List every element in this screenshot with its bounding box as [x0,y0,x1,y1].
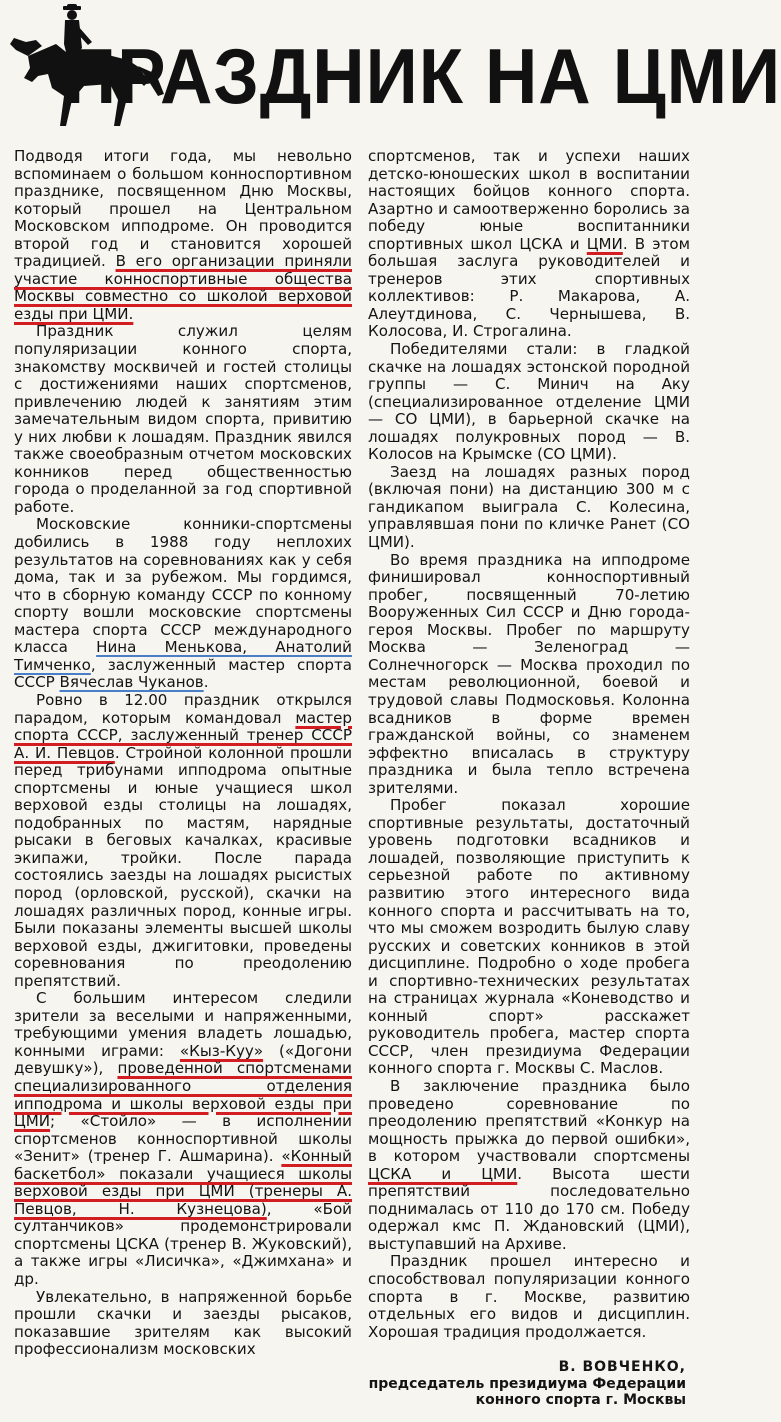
article-paragraph [368,148,690,341]
article-paragraph: Праздник прошел интересно и способствовал популяризации конного спорта в г. Москве, развитию отдельных его видов и дисциплин. Хорошая традиция продолжается. [368,1252,690,1341]
highlighted-text: ЦСКА и ЦМИ [368,1164,518,1183]
text-run: Подводя итоги года, мы невольно вспоминаем о большом конноспортивном празднике, посвященном Дню Москвы, который прошел на Центральном Московском ипподроме. Он проводится второй год и становится хорошей традицией. [14,147,352,271]
text-run: . В этом большая заслуга руководителей и тренеров этих спортивных коллективов: Р. Макарова, А. Алеутдинова, С. Чернышева, В. Колосова, И. Строгалина. [368,234,691,341]
article-signature [369,1359,686,1409]
highlighted-text: Нина Менькова, Анатолий Тимченко [14,638,352,674]
highlighted-text: ЦМИ [586,234,623,253]
highlighted-text: «Конный баскетбол» показали учащиеся школы верховой езды при ЦМИ (тренеры А. Певцов, Н. Кузнецова) [14,1147,352,1218]
article-paragraph: Пробег показал хорошие спортивные результаты, достаточный уровень подготовки всадников и лошадей, позволяющие приступить к серьезной работе по активному развитию этого интересного вида конного спорта и рассчитывать на то, что мы сможем возродить былую славу русских и советских конников в этой дисциплине. Подробно о ходе пробега и спортивно-технических результатах на страницах журнала «Коневодство и конный спорт» расскажет руководитель пробега, мастер спорта СССР, член президиума Федерации конного спорта г. Москвы С. Маслов. [368,796,690,1078]
text-run: ; «Стойло» — в исполнении спортсменов конноспортивной школы «Зенит» (тренер Г. Ашмарина). [14,1112,352,1166]
article-header [0,0,781,140]
highlighted-text: проведенной спортсменами специализированного отделения ипподрома и школы верховой езды при ЦМИ [14,1059,352,1131]
article-column-left [14,148,352,1359]
highlighted-text: «Кыз-Куу» [179,1041,264,1060]
text-run: Ровно в 12.00 праздник открылся парадом, которым командовал [14,690,352,727]
highlighted-text: В его организации приняли участие конноспортивные общества Москвы совместно со школой верховой езды при ЦМИ. [14,252,352,323]
highlighted-text: мастер спорта СССР, заслуженный тренер СССР А. И. Певцов [14,708,352,762]
text-run: , «Бой султанчиков» продемонстрировали спортсмены ЦСКА (тренер В. Жуковский), а также игры «Лисичка», «Джимхана» и др. [14,1199,352,1288]
text-run: . Стройной колонной прошли перед трибунами ипподрома опытные спортсмены и юные учащиеся школ верховой езды столицы на лошадях, подобранных по мастям, нарядные рысаки в беговых качалках, красивые экипажи, тройки. После парада состоялись заезды на лошадях рысистых пород (орловской, русской), скачки на лошадях различных пород, конные игры. Были показаны элементы высшей школы верховой езды, джигитовки, проведены соревнования по преодолению препятствий. [14,743,353,990]
text-run: . Высота шести препятствий последовательно поднималась от 110 до 170 см. Победу одержал кмс П. Ждановский (ЦМИ), выступавший на Архиве. [368,1164,690,1253]
author-name: В. ВОВЧЕНКО, [558,1359,686,1375]
text-run: С большим интересом следили зрители за веселыми и напряженными, требующими умения владеть лошадью, конными играми: [14,989,352,1060]
text-run: . [203,673,209,692]
author-role: конного спорта г. Москвы [475,1392,686,1408]
text-run: спортсменов, так и успехи наших детско-юношеских школ в воспитании настоящих бойцов конного спорта. Азартно и самоотверженно боролись за победу юные воспитанники спортивных школ ЦСКА и [368,147,690,253]
article-paragraph: Во время праздника на ипподроме финишировал конноспортивный пробег, посвященный 70-летию Вооруженных Сил СССР и Дню города-героя Москвы. Пробег по маршруту Москва — Зеленоград — Солнечногорск — Москва проходил по местам революционной, боевой и трудовой славы Подмосковья. Колонна всадников в форме времен гражданской войны, со знаменем эффектно вписалась в структуру праздника и была тепло встречена зрителями. [368,550,690,797]
article-title: ПРАЗДНИК НА ЦМИ [64,32,781,120]
highlighted-text: Вячеслав Чуканов [59,673,204,692]
article-paragraph [14,516,352,691]
text-run: («Догони девушку»), [14,1041,352,1078]
text-run: В заключение праздника было проведено соревнование по преодолению препятствий «Конкур на мощность прыжка до первой ошибки», в котором участвовали спортсмены [368,1076,690,1166]
author-role: председатель президиума Федерации [368,1375,686,1392]
article-column-right [368,148,690,1341]
article-paragraph [368,1078,690,1253]
article-paragraph: Заезд на лошадях разных пород (включая пони) на дистанцию 300 м с гандикапом выиграла С. Колесина, управлявшая пони по кличке Ранет (СО ЦМИ). [368,462,690,552]
article-paragraph: Победителями стали: в гладкой скачке на лошадях эстонской породной группы — С. Минич на Аку (специализированное отделение ЦМИ — СО ЦМИ), в барьерной скачке на лошадях полукровных пород — В. Колосов на Крымске (СО ЦМИ). [368,340,690,464]
article-paragraph [14,692,352,990]
article-paragraph: Увлекательно, в напряженной борьбе прошли скачки и заезды рысаков, показавшие зрителям как высокий профессионализм московских [14,1287,352,1359]
article-paragraph [14,990,352,1288]
article-paragraph [14,148,352,323]
text-run: Московские конники-спортсмены добились в 1988 году неплохих результатов на соревнованиях как у себя дома, так и за рубежом. Мы гордимся, что в сборную команду СССР по конному спорту вошли московские спортсмены мастера спорта СССР международного класса [14,515,352,657]
article-paragraph: Праздник служил целям популяризации конного спорта, знакомству москвичей и гостей столицы с достижениями наших спортсменов, привлечению людей к занятиям этим замечательным видом спорта, привитию у них любви к лошадям. Праздник явился также своеобразным отчетом московских конников перед общественностью города о проделанной за год спортивной работе. [14,322,352,516]
text-run: , заслуженный мастер спорта СССР [14,655,352,692]
